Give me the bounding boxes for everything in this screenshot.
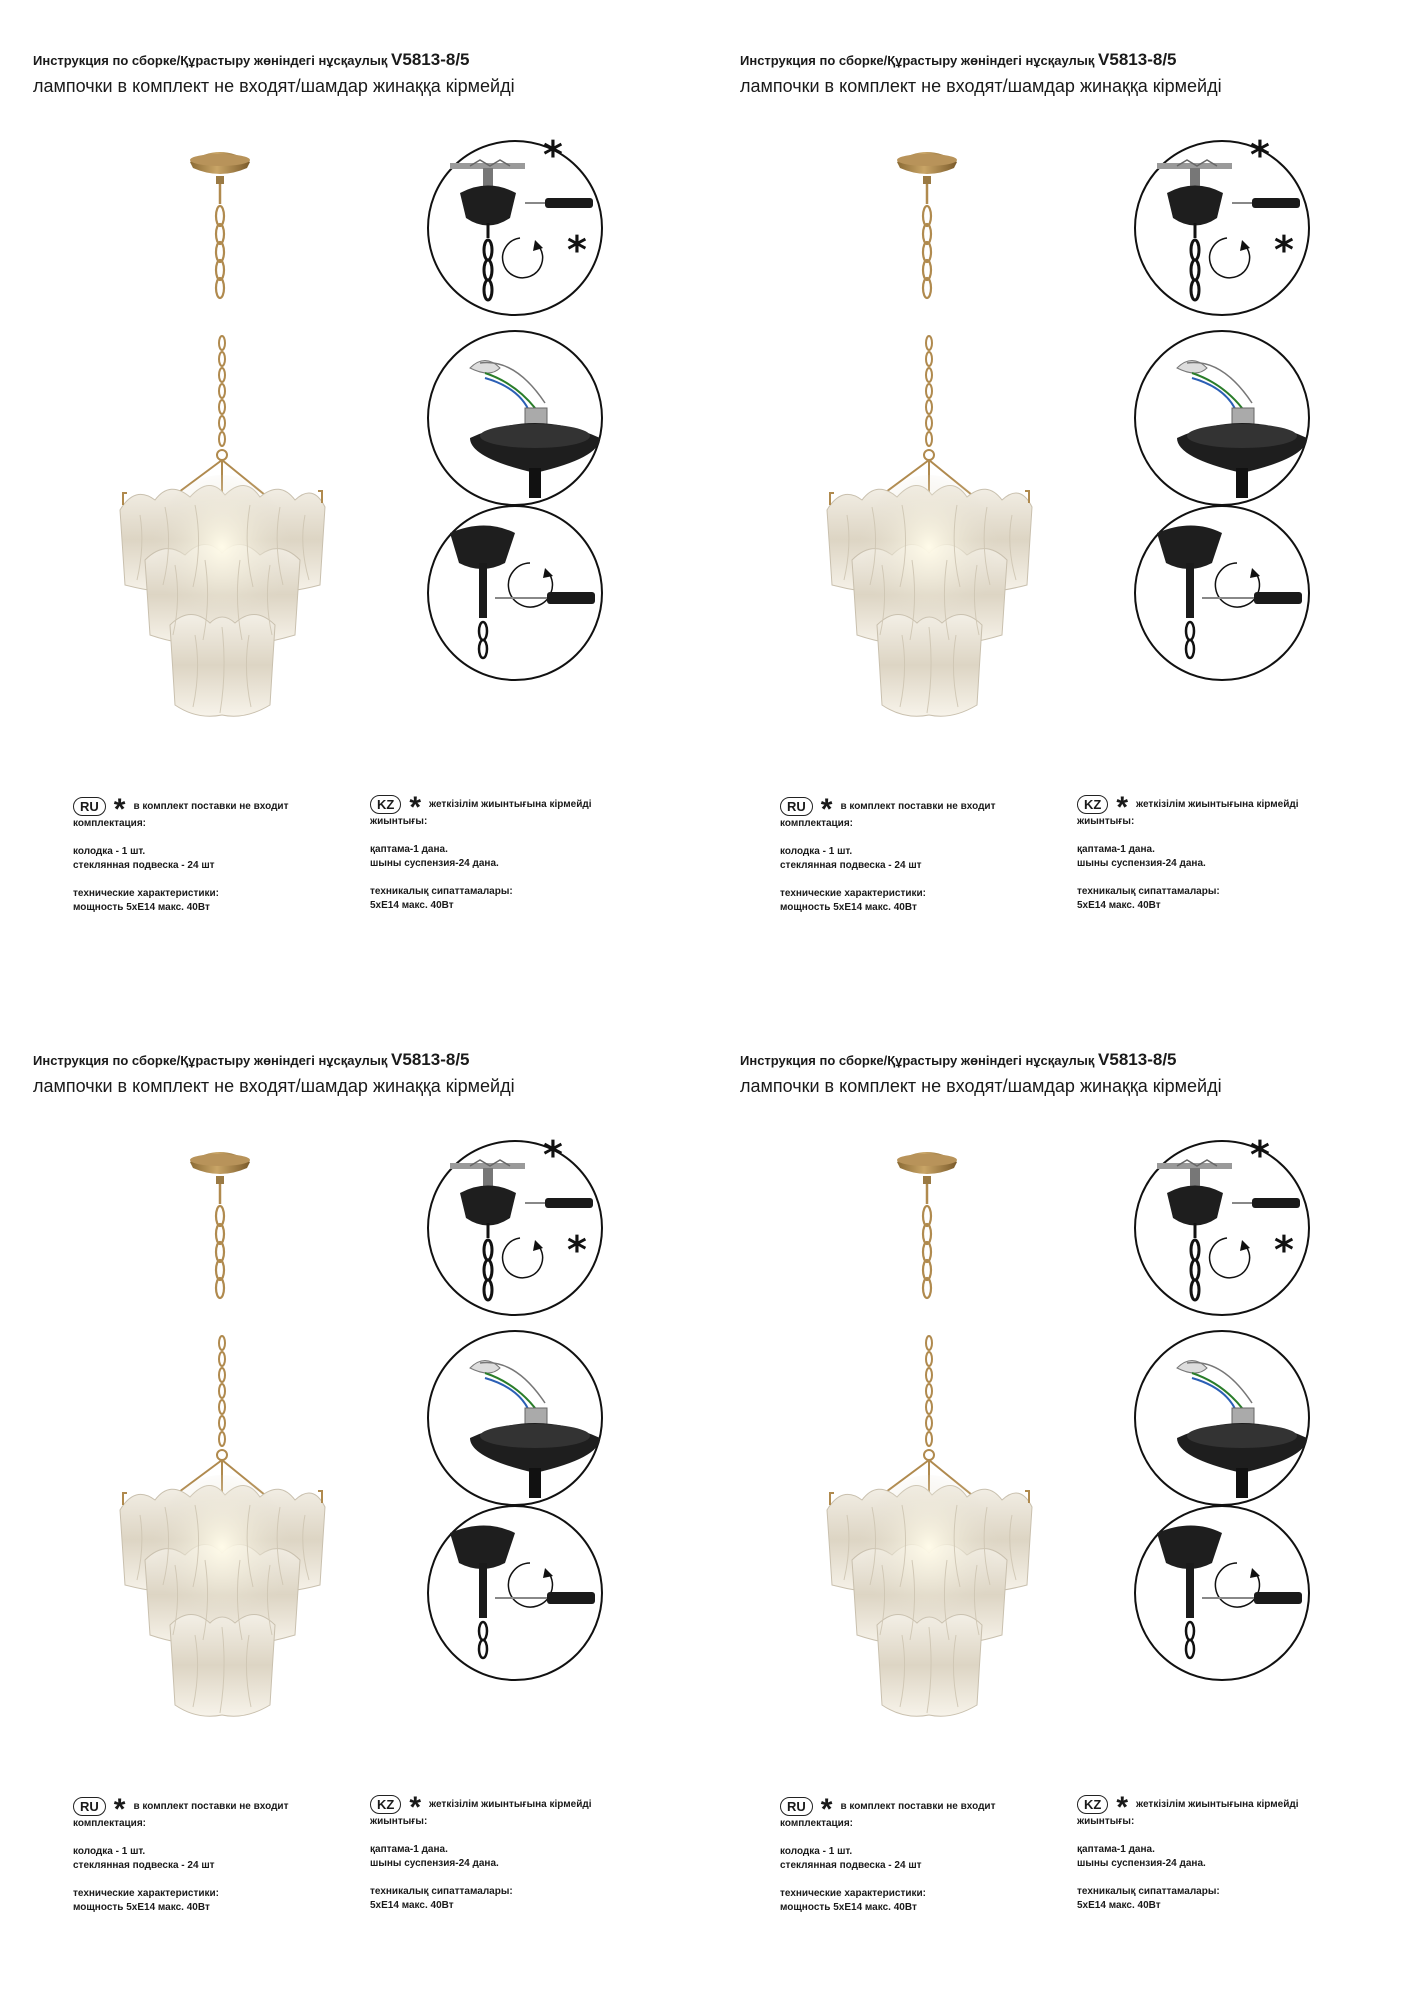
step-hang-icon xyxy=(1132,138,1312,318)
ru-not-included: в комплект поставки не входит xyxy=(840,1800,996,1812)
ru-kit-label: комплектация: xyxy=(780,1818,853,1829)
ru-info-block xyxy=(780,1795,1050,1915)
instruction-panel xyxy=(707,0,1414,1000)
ru-kit-item: колодка - 1 шт. xyxy=(780,846,853,857)
kz-kit-item: шыны суспензия-24 дана. xyxy=(1077,1858,1206,1869)
asterisk-icon: * xyxy=(1274,1228,1294,1272)
asterisk-icon: * xyxy=(567,228,587,272)
ru-tech-value: мощность 5xE14 макс. 40Вт xyxy=(780,1902,917,1913)
model-number: V5813-8/5 xyxy=(391,50,470,69)
step-hang-icon xyxy=(425,138,605,318)
ru-kit-label: комплектация: xyxy=(73,818,146,829)
ru-kit-label: комплектация: xyxy=(780,818,853,829)
asterisk-icon: * xyxy=(820,1793,833,1826)
kz-kit-label: жиынтығы: xyxy=(370,1816,428,1827)
kz-badge: KZ xyxy=(1077,795,1108,814)
ru-info-block xyxy=(780,795,1050,915)
ru-tech-value: мощность 5xE14 макс. 40Вт xyxy=(73,902,210,913)
bulbs-note: лампочки в комплект не входят/шамдар жинаққа кірмейді xyxy=(33,76,515,96)
model-number: V5813-8/5 xyxy=(1098,50,1177,69)
ru-tech-label: технические характеристики: xyxy=(780,888,926,899)
kz-not-included: жеткізілім жиынтығына кірмейді xyxy=(1136,1798,1299,1810)
kz-kit-item: шыны суспензия-24 дана. xyxy=(370,858,499,869)
canopy-illustration xyxy=(892,1140,962,1310)
kz-kit-label: жиынтығы: xyxy=(1077,816,1135,827)
ru-badge: RU xyxy=(73,1797,106,1816)
canopy-illustration xyxy=(185,1140,255,1310)
kz-tech-label: техникалық сипаттамалары: xyxy=(370,886,513,897)
step-hang-icon xyxy=(1132,1138,1312,1318)
step-screw-icon xyxy=(1132,1503,1312,1683)
ru-kit-item: колодка - 1 шт. xyxy=(73,1846,146,1857)
asterisk-icon: * xyxy=(409,1791,422,1824)
ru-kit-item: стеклянная подвеска - 24 шт xyxy=(73,1860,215,1871)
kz-tech-label: техникалық сипаттамалары: xyxy=(370,1886,513,1897)
kz-kit-item: шыны суспензия-24 дана. xyxy=(1077,858,1206,869)
instruction-title xyxy=(740,1050,1177,1070)
model-number: V5813-8/5 xyxy=(391,1050,470,1069)
step-wiring-icon xyxy=(1132,328,1312,508)
canopy-illustration xyxy=(892,140,962,310)
bulbs-note: лампочки в комплект не входят/шамдар жинаққа кірмейді xyxy=(33,1076,515,1096)
ru-tech-value: мощность 5xE14 макс. 40Вт xyxy=(73,1902,210,1913)
ru-badge: RU xyxy=(780,1797,813,1816)
chandelier-illustration xyxy=(822,1335,1037,1720)
canopy-illustration xyxy=(185,140,255,310)
kz-info-block xyxy=(1077,1793,1377,1913)
step-screw-icon xyxy=(425,1503,605,1683)
instruction-title xyxy=(33,50,470,70)
step-wiring-icon xyxy=(425,328,605,508)
chandelier-illustration xyxy=(822,335,1037,720)
kz-tech-value: 5xE14 макс. 40Вт xyxy=(370,1900,454,1911)
step-hang-icon xyxy=(425,1138,605,1318)
title-text: Инструкция по сборке/Құрастыру жөніндегі нұсқаулық xyxy=(740,53,1095,68)
instruction-panel xyxy=(0,1000,707,2000)
asterisk-icon: * xyxy=(1274,228,1294,272)
kz-kit-item: қаптама-1 дана. xyxy=(1077,1844,1155,1855)
asterisk-icon: * xyxy=(113,1793,126,1826)
ru-badge: RU xyxy=(780,797,813,816)
asterisk-icon: * xyxy=(1116,791,1129,824)
ru-kit-item: стеклянная подвеска - 24 шт xyxy=(73,860,215,871)
kz-tech-value: 5xE14 макс. 40Вт xyxy=(1077,1900,1161,1911)
ru-kit-item: колодка - 1 шт. xyxy=(73,846,146,857)
kz-badge: KZ xyxy=(1077,1795,1108,1814)
kz-badge: KZ xyxy=(370,1795,401,1814)
asterisk-icon: * xyxy=(1116,1791,1129,1824)
ru-tech-label: технические характеристики: xyxy=(73,1888,219,1899)
step-wiring-icon xyxy=(425,1328,605,1508)
kz-info-block xyxy=(370,793,670,913)
asterisk-icon: * xyxy=(409,791,422,824)
ru-tech-value: мощность 5xE14 макс. 40Вт xyxy=(780,902,917,913)
kz-kit-item: қаптама-1 дана. xyxy=(370,844,448,855)
title-text: Инструкция по сборке/Құрастыру жөніндегі нұсқаулық xyxy=(33,1053,388,1068)
kz-not-included: жеткізілім жиынтығына кірмейді xyxy=(429,798,592,810)
kz-tech-label: техникалық сипаттамалары: xyxy=(1077,1886,1220,1897)
ru-badge: RU xyxy=(73,797,106,816)
title-text: Инструкция по сборке/Құрастыру жөніндегі нұсқаулық xyxy=(33,53,388,68)
model-number: V5813-8/5 xyxy=(1098,1050,1177,1069)
instruction-title xyxy=(33,1050,470,1070)
ru-info-block xyxy=(73,1795,343,1915)
ru-not-included: в комплект поставки не входит xyxy=(133,1800,289,1812)
step-screw-icon xyxy=(1132,503,1312,683)
step-wiring-icon xyxy=(1132,1328,1312,1508)
asterisk-icon: * xyxy=(543,138,563,177)
chandelier-illustration xyxy=(115,1335,330,1720)
kz-info-block xyxy=(1077,793,1377,913)
bulbs-note: лампочки в комплект не входят/шамдар жинаққа кірмейді xyxy=(740,1076,1222,1096)
asterisk-icon: * xyxy=(543,1138,563,1177)
instruction-panel xyxy=(707,1000,1414,2000)
kz-kit-label: жиынтығы: xyxy=(1077,1816,1135,1827)
asterisk-icon: * xyxy=(113,793,126,826)
kz-tech-value: 5xE14 макс. 40Вт xyxy=(370,900,454,911)
kz-kit-label: жиынтығы: xyxy=(370,816,428,827)
kz-not-included: жеткізілім жиынтығына кірмейді xyxy=(429,1798,592,1810)
asterisk-icon: * xyxy=(820,793,833,826)
kz-tech-value: 5xE14 макс. 40Вт xyxy=(1077,900,1161,911)
kz-kit-item: қаптама-1 дана. xyxy=(370,1844,448,1855)
kz-not-included: жеткізілім жиынтығына кірмейді xyxy=(1136,798,1299,810)
asterisk-icon: * xyxy=(1250,1138,1270,1177)
ru-tech-label: технические характеристики: xyxy=(780,1888,926,1899)
kz-kit-item: қаптама-1 дана. xyxy=(1077,844,1155,855)
kz-badge: KZ xyxy=(370,795,401,814)
ru-not-included: в комплект поставки не входит xyxy=(840,800,996,812)
ru-info-block xyxy=(73,795,343,915)
title-text: Инструкция по сборке/Құрастыру жөніндегі нұсқаулық xyxy=(740,1053,1095,1068)
instruction-panel xyxy=(0,0,707,1000)
bulbs-note: лампочки в комплект не входят/шамдар жинаққа кірмейді xyxy=(740,76,1222,96)
ru-kit-item: колодка - 1 шт. xyxy=(780,1846,853,1857)
ru-kit-item: стеклянная подвеска - 24 шт xyxy=(780,1860,922,1871)
asterisk-icon: * xyxy=(567,1228,587,1272)
asterisk-icon: * xyxy=(1250,138,1270,177)
kz-kit-item: шыны суспензия-24 дана. xyxy=(370,1858,499,1869)
ru-tech-label: технические характеристики: xyxy=(73,888,219,899)
ru-kit-label: комплектация: xyxy=(73,1818,146,1829)
instruction-title xyxy=(740,50,1177,70)
kz-info-block xyxy=(370,1793,670,1913)
step-screw-icon xyxy=(425,503,605,683)
ru-not-included: в комплект поставки не входит xyxy=(133,800,289,812)
ru-kit-item: стеклянная подвеска - 24 шт xyxy=(780,860,922,871)
kz-tech-label: техникалық сипаттамалары: xyxy=(1077,886,1220,897)
chandelier-illustration xyxy=(115,335,330,720)
